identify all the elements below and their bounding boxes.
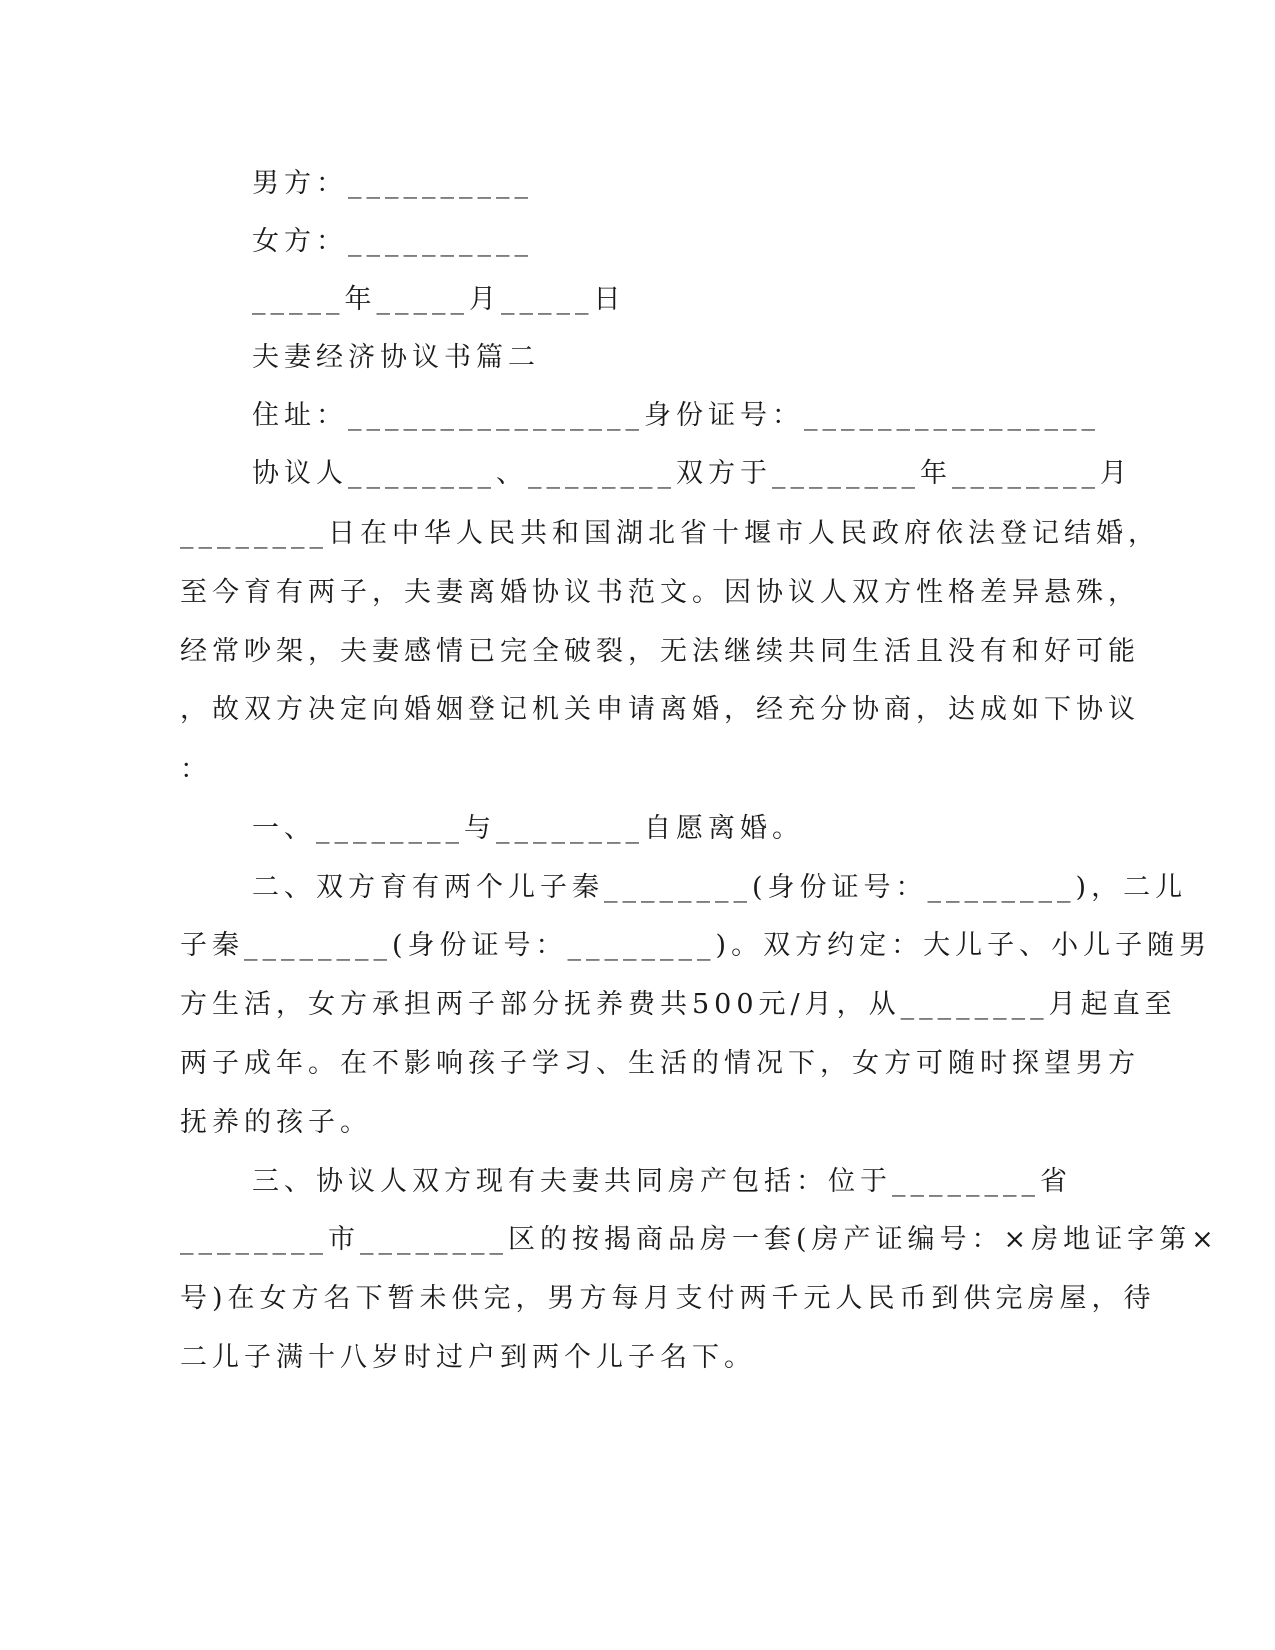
text-line: 男方：__________ (252, 168, 533, 199)
text-line: 住址：________________身份证号：________________ (252, 400, 1100, 431)
text-line: _____年_____月_____日 (252, 284, 626, 315)
text-line: 号)在女方名下暂未供完，男方每月支付两千元人民币到供完房屋，待 (180, 1283, 1156, 1314)
text-line: ________市________区的按揭商品房一套(房产证编号：×房地证字第× (180, 1224, 1219, 1255)
text-line: ，故双方决定向婚姻登记机关申请离婚，经充分协商，达成如下协议 (180, 694, 1140, 725)
text-line: 两子成年。在不影响孩子学习、生活的情况下，女方可随时探望男方 (180, 1048, 1140, 1079)
text-line: 一、________与________自愿离婚。 (252, 813, 804, 844)
text-line: 女方：__________ (252, 226, 533, 257)
text-line: ________日在中华人民共和国湖北省十堰市人民政府依法登记结婚， (180, 518, 1160, 549)
section-heading: 夫妻经济协议书篇二 (252, 342, 540, 373)
text-line: 方生活，女方承担两子部分抚养费共500元/月，从________月起直至 (180, 989, 1177, 1020)
text-line: 经常吵架，夫妻感情已完全破裂，无法继续共同生活且没有和好可能 (180, 636, 1140, 667)
text-line: 二儿子满十八岁时过户到两个儿子名下。 (180, 1342, 756, 1373)
text-line: 至今育有两子，夫妻离婚协议书范文。因协议人双方性格差异悬殊， (180, 577, 1140, 608)
text-line: 三、协议人双方现有夫妻共同房产包括：位于________省 (252, 1166, 1072, 1197)
text-line: 抚养的孩子。 (180, 1107, 372, 1138)
text-line: 二、双方育有两个儿子秦________(身份证号：________)，二儿 (252, 872, 1188, 903)
text-line: ： (180, 754, 212, 785)
text-line: 子秦________(身份证号：________)。双方约定：大儿子、小儿子随男 (180, 930, 1212, 961)
text-line: 协议人________、________双方于________年________月 (252, 458, 1132, 489)
